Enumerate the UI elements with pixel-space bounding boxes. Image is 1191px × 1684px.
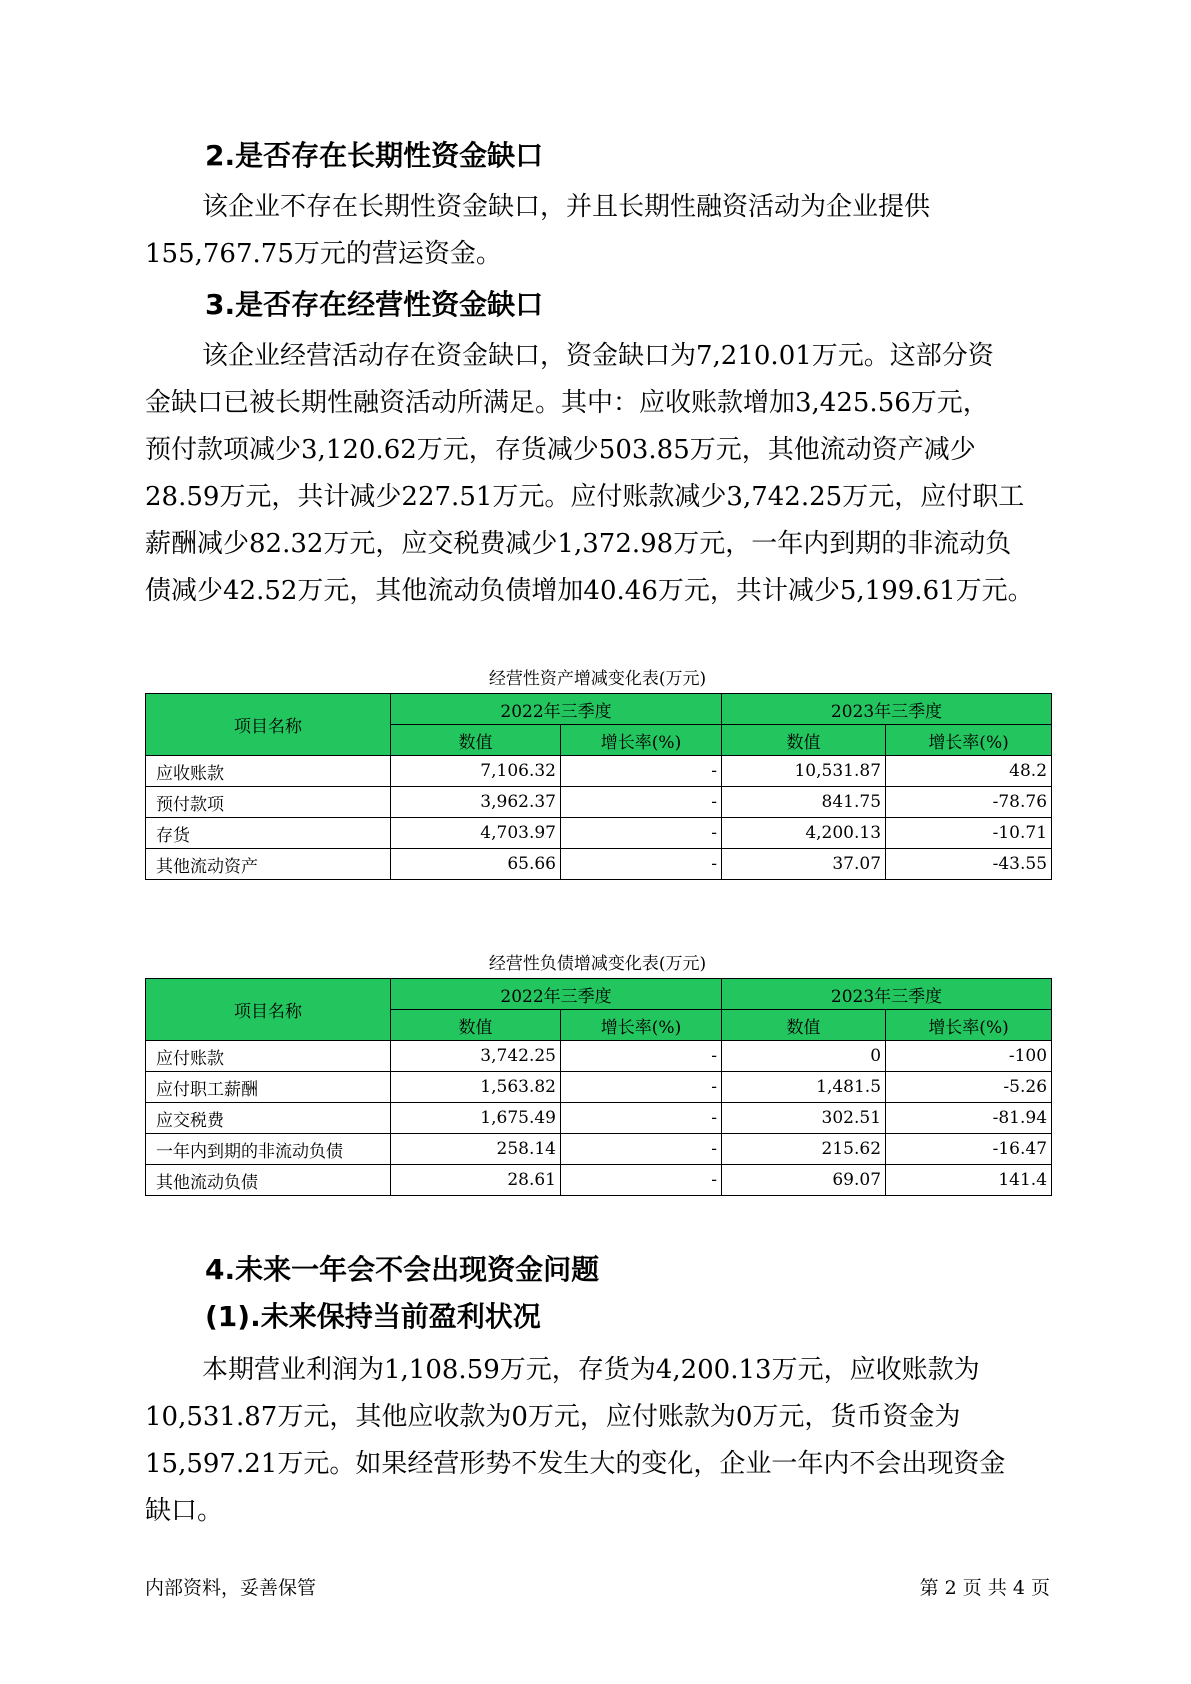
growth-rate-header: 增长率(%) <box>886 1010 1052 1041</box>
section-4-paragraph <box>145 1347 1050 1535</box>
value-cell: 1,675.49 <box>391 1103 561 1134</box>
growth-rate-cell: - <box>561 756 722 787</box>
growth-rate-cell: - <box>561 1134 722 1165</box>
item-name-cell: 存货 <box>146 818 391 849</box>
table-row <box>146 1041 1052 1072</box>
value-cell: 65.66 <box>391 849 561 880</box>
growth-rate-cell: -78.76 <box>886 787 1052 818</box>
value-cell: 3,742.25 <box>391 1041 561 1072</box>
page-number: 第 2 页 共 4 页 <box>919 1577 1050 1599</box>
value-cell: 1,563.82 <box>391 1072 561 1103</box>
item-name-cell: 应付账款 <box>146 1041 391 1072</box>
value-header: 数值 <box>391 1010 561 1041</box>
paragraph-line: 10,531.87万元，其他应收款为0万元，应付账款为0万元，货币资金为 <box>145 1402 961 1432</box>
value-header: 数值 <box>391 725 561 756</box>
table-row <box>146 1103 1052 1134</box>
table-row <box>146 1134 1052 1165</box>
growth-rate-cell: - <box>561 818 722 849</box>
growth-rate-cell: - <box>561 1041 722 1072</box>
table-row <box>146 1072 1052 1103</box>
item-name-cell: 预付款项 <box>146 787 391 818</box>
growth-rate-cell: -5.26 <box>886 1072 1052 1103</box>
paragraph-line: 该企业经营活动存在资金缺口，资金缺口为7,210.01万元。这部分资 <box>202 341 994 371</box>
table-row <box>146 787 1052 818</box>
paragraph-line: 该企业不存在长期性资金缺口，并且长期性融资活动为企业提供 <box>202 192 931 222</box>
value-cell: 69.07 <box>722 1165 886 1196</box>
growth-rate-cell: - <box>561 787 722 818</box>
item-name-cell: 一年内到期的非流动负债 <box>146 1134 391 1165</box>
growth-rate-cell: - <box>561 1103 722 1134</box>
item-name-header: 项目名称 <box>146 694 391 756</box>
section-4-heading: 4.未来一年会不会出现资金问题 <box>205 1253 600 1286</box>
period-header: 2022年三季度 <box>391 694 722 725</box>
footer-left-note: 内部资料，妥善保管 <box>145 1577 317 1599</box>
table-row <box>146 818 1052 849</box>
value-cell: 37.07 <box>722 849 886 880</box>
growth-rate-cell: -10.71 <box>886 818 1052 849</box>
growth-rate-header: 增长率(%) <box>886 725 1052 756</box>
growth-rate-cell: -81.94 <box>886 1103 1052 1134</box>
value-header: 数值 <box>722 1010 886 1041</box>
item-name-cell: 应付职工薪酬 <box>146 1072 391 1103</box>
paragraph-line: 15,597.21万元。如果经营形势不发生大的变化，企业一年内不会出现资金 <box>145 1449 1006 1479</box>
item-name-cell: 其他流动负债 <box>146 1165 391 1196</box>
item-name-cell: 应交税费 <box>146 1103 391 1134</box>
table-2-caption: 经营性负债增减变化表(万元) <box>488 954 707 974</box>
table-row <box>146 756 1052 787</box>
period-header: 2022年三季度 <box>391 979 722 1010</box>
value-header: 数值 <box>722 725 886 756</box>
growth-rate-header: 增长率(%) <box>561 725 722 756</box>
paragraph-line: 缺口。 <box>145 1496 224 1526</box>
section-2-heading: 2.是否存在长期性资金缺口 <box>205 139 544 172</box>
value-cell: 215.62 <box>722 1134 886 1165</box>
value-cell: 7,106.32 <box>391 756 561 787</box>
value-cell: 258.14 <box>391 1134 561 1165</box>
table-row <box>146 1165 1052 1196</box>
growth-rate-cell: - <box>561 849 722 880</box>
period-header: 2023年三季度 <box>722 979 1052 1010</box>
growth-rate-cell: -16.47 <box>886 1134 1052 1165</box>
paragraph-line: 28.59万元，共计减少227.51万元。应付账款减少3,742.25万元，应付职工 <box>145 482 1025 512</box>
paragraph-line: 本期营业利润为1,108.59万元，存货为4,200.13万元，应收账款为 <box>202 1355 980 1385</box>
section-4-subheading: (1).未来保持当前盈利状况 <box>205 1300 541 1333</box>
item-name-cell: 其他流动资产 <box>146 849 391 880</box>
table-row <box>146 849 1052 880</box>
paragraph-line: 预付款项减少3,120.62万元，存货减少503.85万元，其他流动资产减少 <box>145 435 976 465</box>
operating-assets-table <box>145 693 1052 880</box>
operating-liabilities-table <box>145 978 1052 1196</box>
value-cell: 4,703.97 <box>391 818 561 849</box>
growth-rate-cell: 141.4 <box>886 1165 1052 1196</box>
value-cell: 1,481.5 <box>722 1072 886 1103</box>
growth-rate-cell: - <box>561 1165 722 1196</box>
value-cell: 10,531.87 <box>722 756 886 787</box>
item-name-cell: 应收账款 <box>146 756 391 787</box>
paragraph-line: 薪酬减少82.32万元，应交税费减少1,372.98万元，一年内到期的非流动负 <box>145 529 1012 559</box>
section-3-paragraph <box>145 333 1050 615</box>
value-cell: 3,962.37 <box>391 787 561 818</box>
paragraph-line: 155,767.75万元的营运资金。 <box>145 239 502 269</box>
growth-rate-cell: - <box>561 1072 722 1103</box>
value-cell: 4,200.13 <box>722 818 886 849</box>
value-cell: 28.61 <box>391 1165 561 1196</box>
value-cell: 302.51 <box>722 1103 886 1134</box>
item-name-header: 项目名称 <box>146 979 391 1041</box>
section-3-heading: 3.是否存在经营性资金缺口 <box>205 288 544 321</box>
growth-rate-cell: -100 <box>886 1041 1052 1072</box>
paragraph-line: 金缺口已被长期性融资活动所满足。其中：应收账款增加3,425.56万元， <box>145 388 989 418</box>
table-1-caption: 经营性资产增减变化表(万元) <box>488 669 707 689</box>
paragraph-line: 债减少42.52万元，其他流动负债增加40.46万元，共计减少5,199.61万元。 <box>145 576 1034 606</box>
value-cell: 841.75 <box>722 787 886 818</box>
growth-rate-header: 增长率(%) <box>561 1010 722 1041</box>
section-2-paragraph <box>145 184 1050 278</box>
value-cell: 0 <box>722 1041 886 1072</box>
period-header: 2023年三季度 <box>722 694 1052 725</box>
growth-rate-cell: -43.55 <box>886 849 1052 880</box>
growth-rate-cell: 48.2 <box>886 756 1052 787</box>
